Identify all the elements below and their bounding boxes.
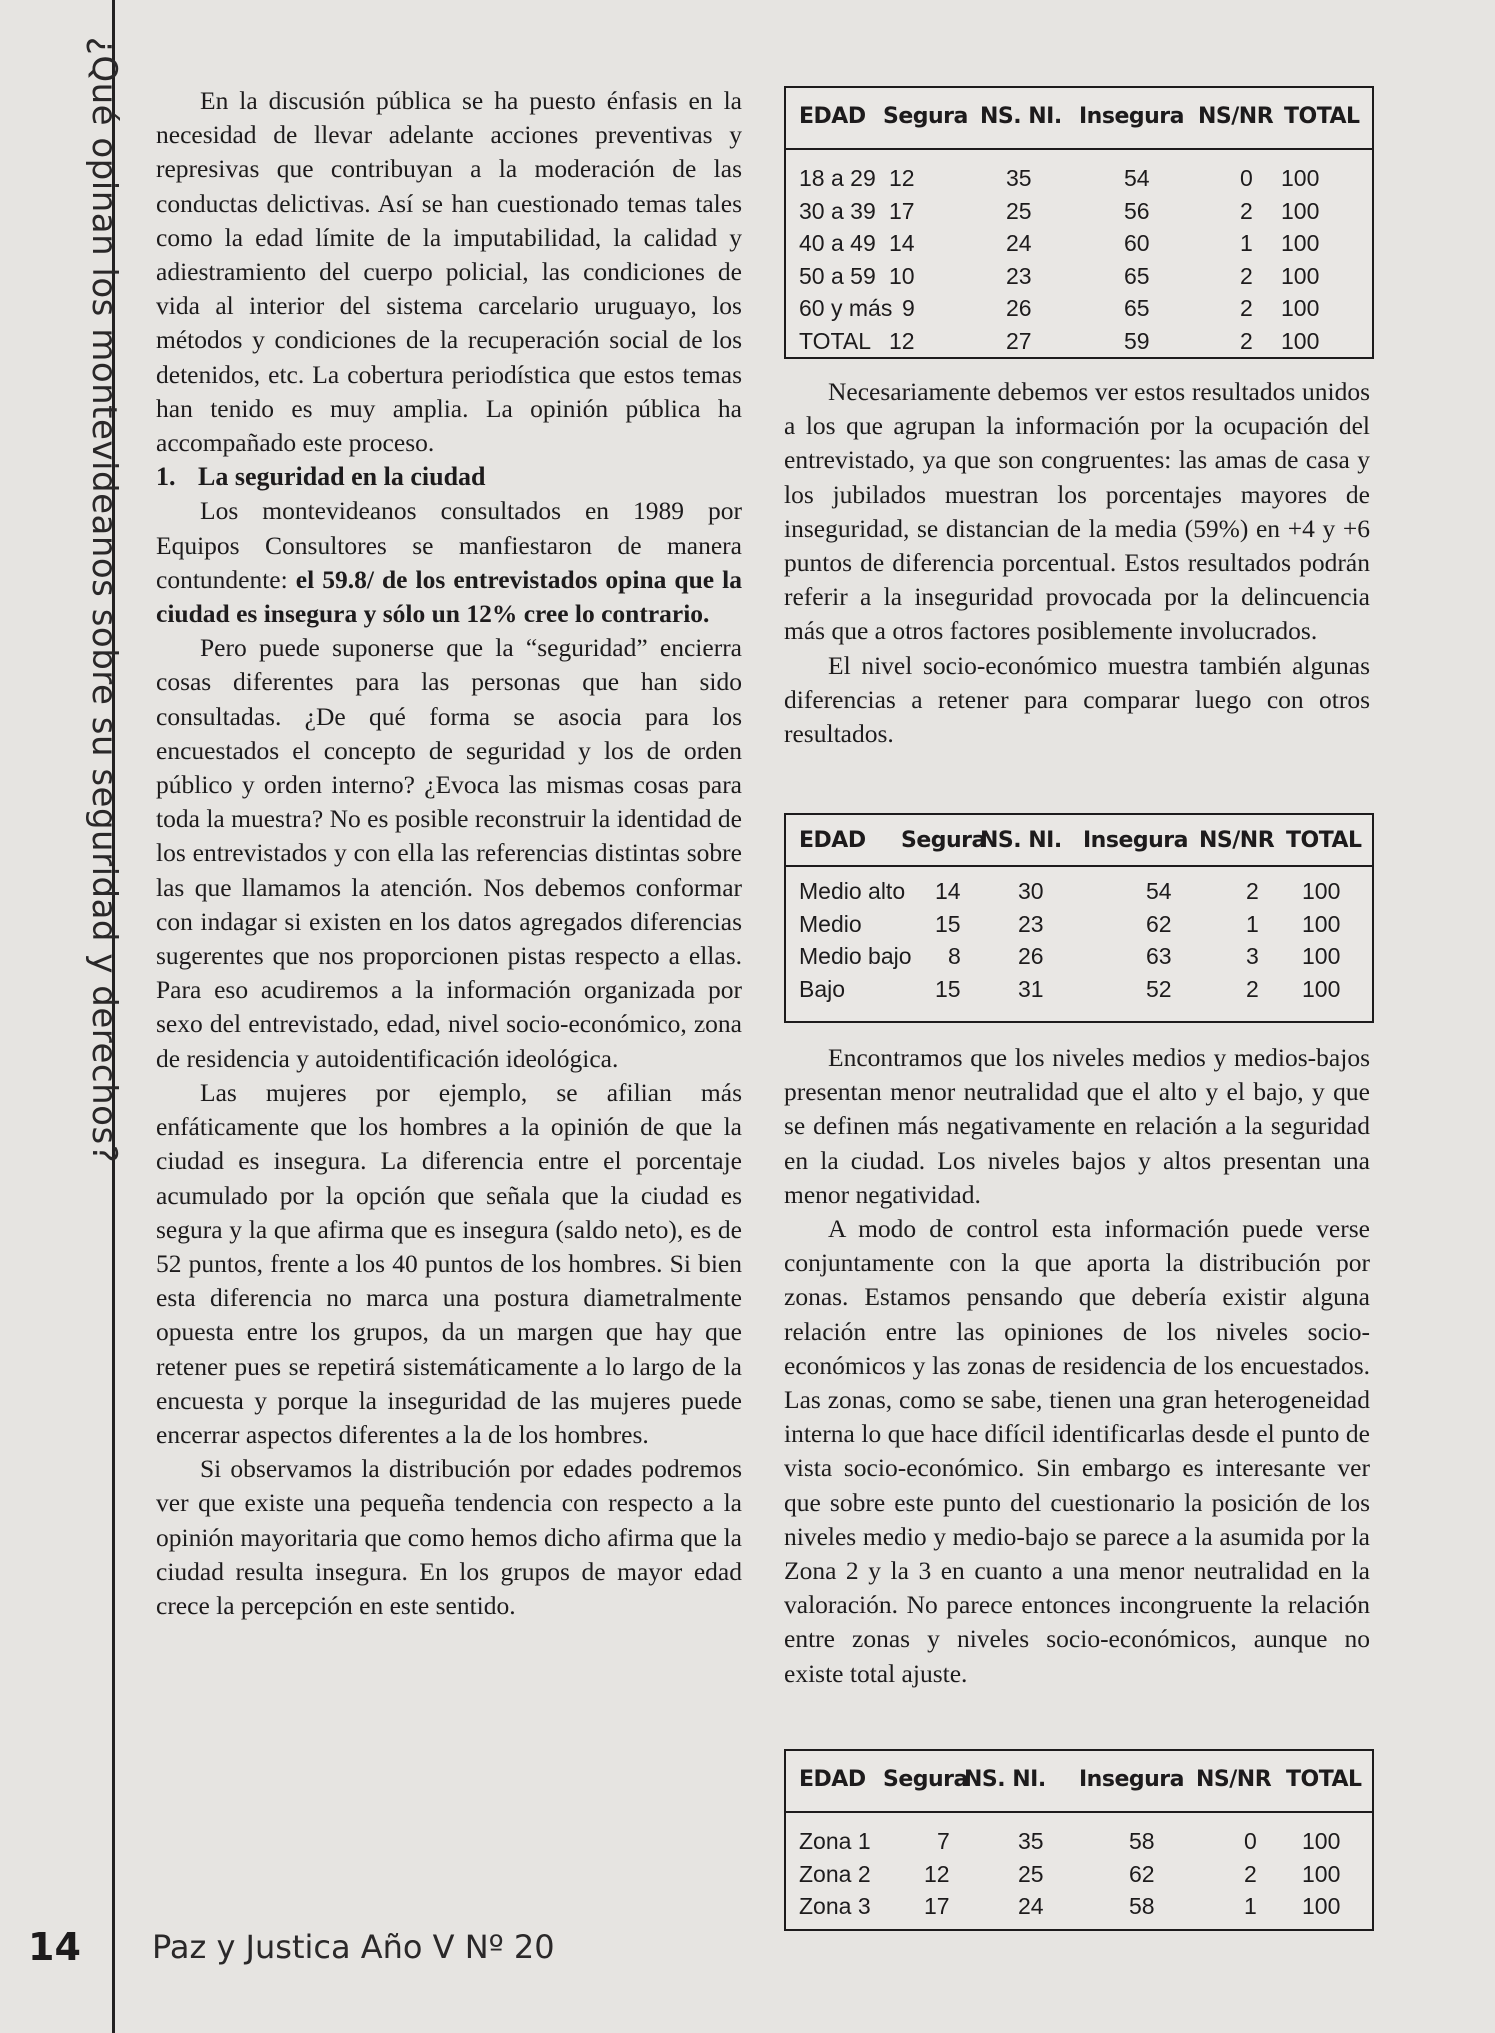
cell: 100 (1281, 197, 1320, 224)
cell: 35 (1018, 1828, 1044, 1854)
cell: 25 (1006, 197, 1032, 224)
cell: 2 (1246, 878, 1259, 904)
cell: 26 (1006, 295, 1032, 321)
cell: 3 (1246, 943, 1259, 969)
cell: 100 (1281, 165, 1320, 191)
cell: 100 (1281, 230, 1320, 256)
cell: 12 (889, 165, 915, 191)
cell: 17 (924, 1893, 950, 1919)
table-age (784, 86, 1374, 359)
page-number: 14 (28, 1925, 81, 1969)
table-header (786, 88, 1372, 150)
cell: 2 (1240, 295, 1253, 321)
cell: 35 (1006, 165, 1032, 191)
table-socioeconomic (784, 813, 1374, 1023)
table-row (786, 1825, 1372, 1858)
table-row (786, 973, 1372, 1006)
cell: Zona 1 (799, 1828, 871, 1854)
table-row (786, 325, 1372, 358)
paragraph-text: Los montevideanos consultados en 1989 por Equipos Consultores se manfiestaron de manera contundente: (156, 496, 742, 594)
cell: 100 (1302, 943, 1341, 969)
table-row (786, 227, 1372, 260)
cell: 1 (1240, 230, 1253, 256)
col-header: NS/NR (1198, 104, 1274, 129)
cell: Zona 2 (799, 1860, 871, 1887)
col-header: NS. NI. (980, 828, 1062, 853)
section-title: La seguridad en la ciudad (198, 462, 486, 492)
paragraph-occupation: Necesariamente debemos ver estos resultados unidos a los que agrupan la información por la ocupación del entrevistado, ya que son congruentes: las amas de casa y los jubilados muestran los porcentajes mayores de inseguridad, se distancian de la media (59%) en +4 y +6 puntos de diferencia porcentual. Estos resultados podrán referir a la inseguridad provocada por la delincuencia más que a otros factores posiblemente involucrados. (784, 377, 1370, 646)
cell: 100 (1302, 910, 1341, 937)
cell: 10 (889, 262, 915, 289)
cell: 2 (1244, 1860, 1257, 1887)
table-row (786, 940, 1372, 973)
cell: Medio alto (799, 878, 906, 904)
cell: 27 (1006, 327, 1032, 354)
cell: 8 (948, 943, 961, 969)
cell: 9 (902, 295, 915, 321)
cell: 60 y más (799, 295, 893, 321)
cell: 65 (1124, 262, 1150, 289)
cell: 14 (935, 878, 961, 904)
table-row (786, 1858, 1372, 1891)
cell: 58 (1129, 1828, 1155, 1854)
cell: 25 (1018, 1860, 1044, 1887)
table-row (786, 875, 1372, 908)
table-row (786, 260, 1372, 293)
col-header: NS. NI. (980, 104, 1062, 129)
cell: 31 (1018, 975, 1044, 1002)
cell: 52 (1146, 975, 1172, 1002)
col-header: NS/NR (1196, 1767, 1272, 1792)
col-header: Segura (883, 104, 968, 129)
col-header: Insegura (1079, 104, 1184, 129)
cell: 15 (935, 910, 961, 937)
cell: 12 (924, 1860, 950, 1887)
cell: 18 a 29 (799, 165, 876, 191)
cell: 59 (1124, 327, 1150, 354)
cell: Bajo (799, 975, 846, 1002)
paragraph-gender: Las mujeres por ejemplo, se afilian más enfáticamente que los hombres a la opinión de que la ciudad es insegura. La diferencia entre el porcentaje acumulado por la opción que señala que la ciudad es segura y la que afirma que es insegura (saldo neto), es de 52 puntos, frente a los 40 puntos de los hombres. Si bien esta diferencia no marca una postura diametralmente opuesta entre los grupos, da un margen que hay que retener pues se repetirá sistemáticamente a lo largo de la encuesta y porque la inseguridad de las mujeres puede encerrar aspectos diferentes a la de los hombres. (156, 1077, 742, 1449)
cell: 100 (1302, 975, 1341, 1002)
cell: 0 (1240, 165, 1253, 191)
paragraph-neutrality: Encontramos que los niveles medios y medios-bajos presentan menor neutralidad que el alto y el bajo, y que se definen más negativamente en relación a la seguridad en la ciudad. Los niveles bajos y altos presentan una menor negatividad. (784, 1043, 1370, 1209)
right-column-bottom (784, 1041, 1370, 1691)
cell: 30 a 39 (799, 197, 876, 224)
cell: Medio (799, 910, 862, 937)
cell: 2 (1240, 262, 1253, 289)
col-header: Segura (901, 828, 986, 853)
cell: 23 (1006, 262, 1032, 289)
col-header: Insegura (1083, 828, 1188, 853)
right-column-top (784, 375, 1370, 751)
cell: 100 (1302, 1860, 1341, 1887)
cell: 100 (1281, 262, 1320, 289)
cell: 62 (1129, 1860, 1155, 1887)
cell: 60 (1124, 230, 1150, 256)
cell: 54 (1146, 878, 1172, 904)
col-header: EDAD (799, 104, 866, 129)
cell: 63 (1146, 943, 1172, 969)
cell: 30 (1018, 878, 1044, 904)
cell: 7 (937, 1828, 950, 1854)
running-title: ¿Qué opinan los montevideanos sobre su seguridad y derechos? (84, 36, 124, 1164)
col-header: TOTAL (1284, 104, 1360, 129)
cell: 100 (1281, 327, 1320, 354)
col-header: EDAD (799, 828, 866, 853)
left-column (156, 84, 742, 1623)
cell: 100 (1281, 295, 1320, 321)
cell: 40 a 49 (799, 230, 876, 256)
cell: 100 (1302, 1828, 1341, 1854)
paragraph-socioeconomic: El nivel socio-económico muestra también algunas diferencias a retener para comparar luego con otros resultados. (784, 650, 1370, 749)
cell: 1 (1246, 910, 1259, 937)
cell: 24 (1018, 1893, 1044, 1919)
col-header: TOTAL (1286, 1767, 1362, 1792)
cell: 50 a 59 (799, 262, 876, 289)
cell: 1 (1244, 1893, 1257, 1919)
intro-paragraph: En la discusión pública se ha puesto énfasis en la necesidad de llevar adelante acciones preventivas y represivas que contribuyan a la moderación de las conductas delictivas. Así se han cuestionado temas tales como la edad límite de la imputabilidad, la calidad y adiestramiento del cuerpo policial, las condiciones de vida al interior del sistema carcelario uruguayo, los métodos y condiciones de la recuperación social de los detenidos, etc. La cobertura periodística que estos temas han tenido es muy amplia. La opinión pública ha accompañado este proceso. (156, 86, 742, 458)
cell: 26 (1018, 943, 1044, 969)
col-header: Segura (883, 1767, 968, 1792)
cell: 56 (1124, 197, 1150, 224)
col-header: NS. NI. (964, 1767, 1046, 1792)
cell: 2 (1240, 327, 1253, 354)
cell: TOTAL (799, 327, 871, 354)
table-header (786, 815, 1372, 867)
paragraph-age: Si observamos la distribución por edades podremos ver que existe una pequeña tendencia con respecto a la opinión mayoritaria que como hemos dicho afirma que la ciudad resulta insegura. En los grupos de mayor edad crece la percepción en este sentido. (156, 1454, 742, 1620)
table-row (786, 292, 1372, 325)
cell: Medio bajo (799, 943, 912, 969)
cell: 62 (1146, 910, 1172, 937)
cell: 2 (1246, 975, 1259, 1002)
cell: 23 (1018, 910, 1044, 937)
cell: 100 (1302, 878, 1341, 904)
col-header: NS/NR (1199, 828, 1275, 853)
table-row (786, 195, 1372, 228)
table-zones (784, 1749, 1374, 1931)
cell: 58 (1129, 1893, 1155, 1919)
cell: Zona 3 (799, 1893, 871, 1919)
publication-footer: Paz y Justica Año V Nº 20 (152, 1928, 555, 1966)
cell: 2 (1240, 197, 1253, 224)
table-row (786, 1890, 1372, 1923)
key-finding: el 59.8/ de los entrevistados opina que la ciudad es insegura y sólo un 12% cree lo contrario. (156, 564, 742, 629)
paragraph-zones: A modo de control esta información puede verse conjuntamente con la que aporta la distribución por zonas. Estamos pensando que debería existir alguna relación entre las opiniones de los niveles socio-económicos y las zonas de residencia de los encuestados. Las zonas, como se sabe, tienen una gran heterogeneidad interna lo que hace difícil identificarlas desde el punto de vista socio-económico. Sin embargo es interesante ver que sobre este punto del cuestionario la posición de los niveles medio y medio-bajo se parece a la asumida por la Zona 2 y la 3 en cuanto a una menor neutralidad en la valoración. No parece entonces incongruente la relación entre zonas y niveles socio-económicos, aunque no existe total ajuste. (784, 1214, 1370, 1688)
table-row (786, 162, 1372, 195)
paragraph-security-meaning: Pero puede suponerse que la “seguridad” encierra cosas diferentes para las personas que han sido consultadas. ¿De qué forma se asocia para los encuestados el concepto de seguridad y los de orden público y orden interno? ¿Evoca las mismas cosas para toda la muestra? No es posible reconstruir la identidad de los entrevistados y con ella las referencias distintas sobre las que llamamos la atención. Nos debemos conformar con indagar si existen en los datos agregados diferencias sugerentes que nos proporcionen pistas respecto a ellas. Para eso acudiremos a la información organizada por sexo del entrevistado, edad, nivel socio-económico, zona de residencia y autoidentificación ideológica. (156, 633, 742, 1073)
section-heading (156, 460, 742, 494)
table-header (786, 1751, 1372, 1813)
cell: 12 (889, 327, 915, 354)
cell: 24 (1006, 230, 1032, 256)
cell: 14 (889, 230, 915, 256)
cell: 0 (1244, 1828, 1257, 1854)
col-header: Insegura (1079, 1767, 1184, 1792)
section-number: 1. (156, 462, 176, 492)
cell: 15 (935, 975, 961, 1002)
col-header: TOTAL (1286, 828, 1362, 853)
paragraph-survey-result (156, 494, 742, 631)
cell: 17 (889, 197, 915, 224)
cell: 54 (1124, 165, 1150, 191)
table-row (786, 908, 1372, 941)
cell: 100 (1302, 1893, 1341, 1919)
cell: 65 (1124, 295, 1150, 321)
col-header: EDAD (799, 1767, 866, 1792)
